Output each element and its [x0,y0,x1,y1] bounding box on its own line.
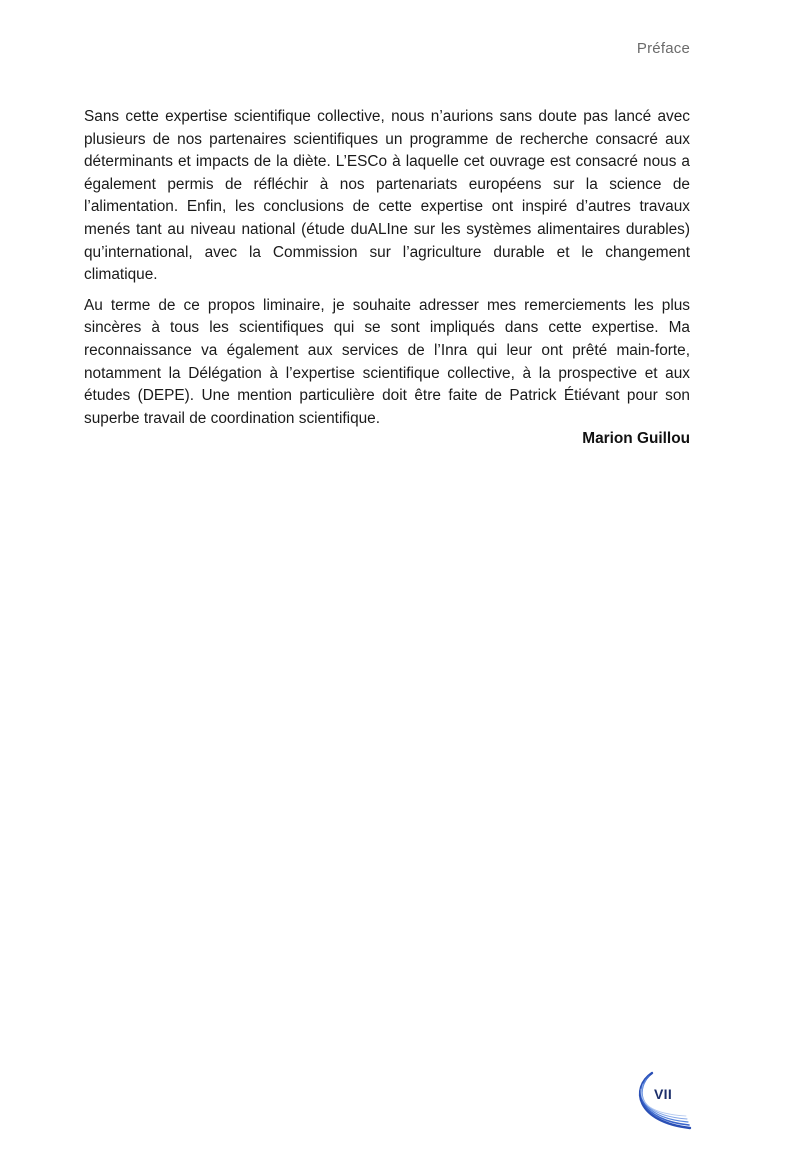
page-number-badge [634,1070,694,1132]
paragraph-2: Au terme de ce propos liminaire, je souhaite adresser mes remerciements les plus sincères à tous les scientifiques qui se sont impliqués dans cette expertise. Ma reconnaissance va également aux services de l’Inra qui leur ont prêté main-forte, notamment la Délégation à l’expertise scientifique collective, à la prospective et aux études (DEPE). Une mention particulière doit être faite de Patrick Étiévant pour son superbe travail de coordination scientifique. [84,296,690,427]
running-header-title: Préface [636,40,690,57]
paragraph-1: Sans cette expertise scientifique collective, nous n’aurions sans doute pas lancé avec plusieurs de nos partenaires scientifiques un programme de recherche consacré aux déterminants et impacts de la diète. L’ESCo à laquelle cet ouvrage est consacré nous a également permis de réfléchir à nos partenariats européens sur la science de l’alimentation. Enfin, les conclusions de cette expertise ont inspiré d’autres travaux menés tant au niveau national (étude duALIne sur les systèmes alimentaires durables) qu’international, avec la Commission sur l’agriculture durable et le changement climatique. [84,108,690,284]
author-signature: Marion Guillou [582,430,690,447]
preface-body [84,106,690,438]
page-number: VII [654,1086,673,1102]
